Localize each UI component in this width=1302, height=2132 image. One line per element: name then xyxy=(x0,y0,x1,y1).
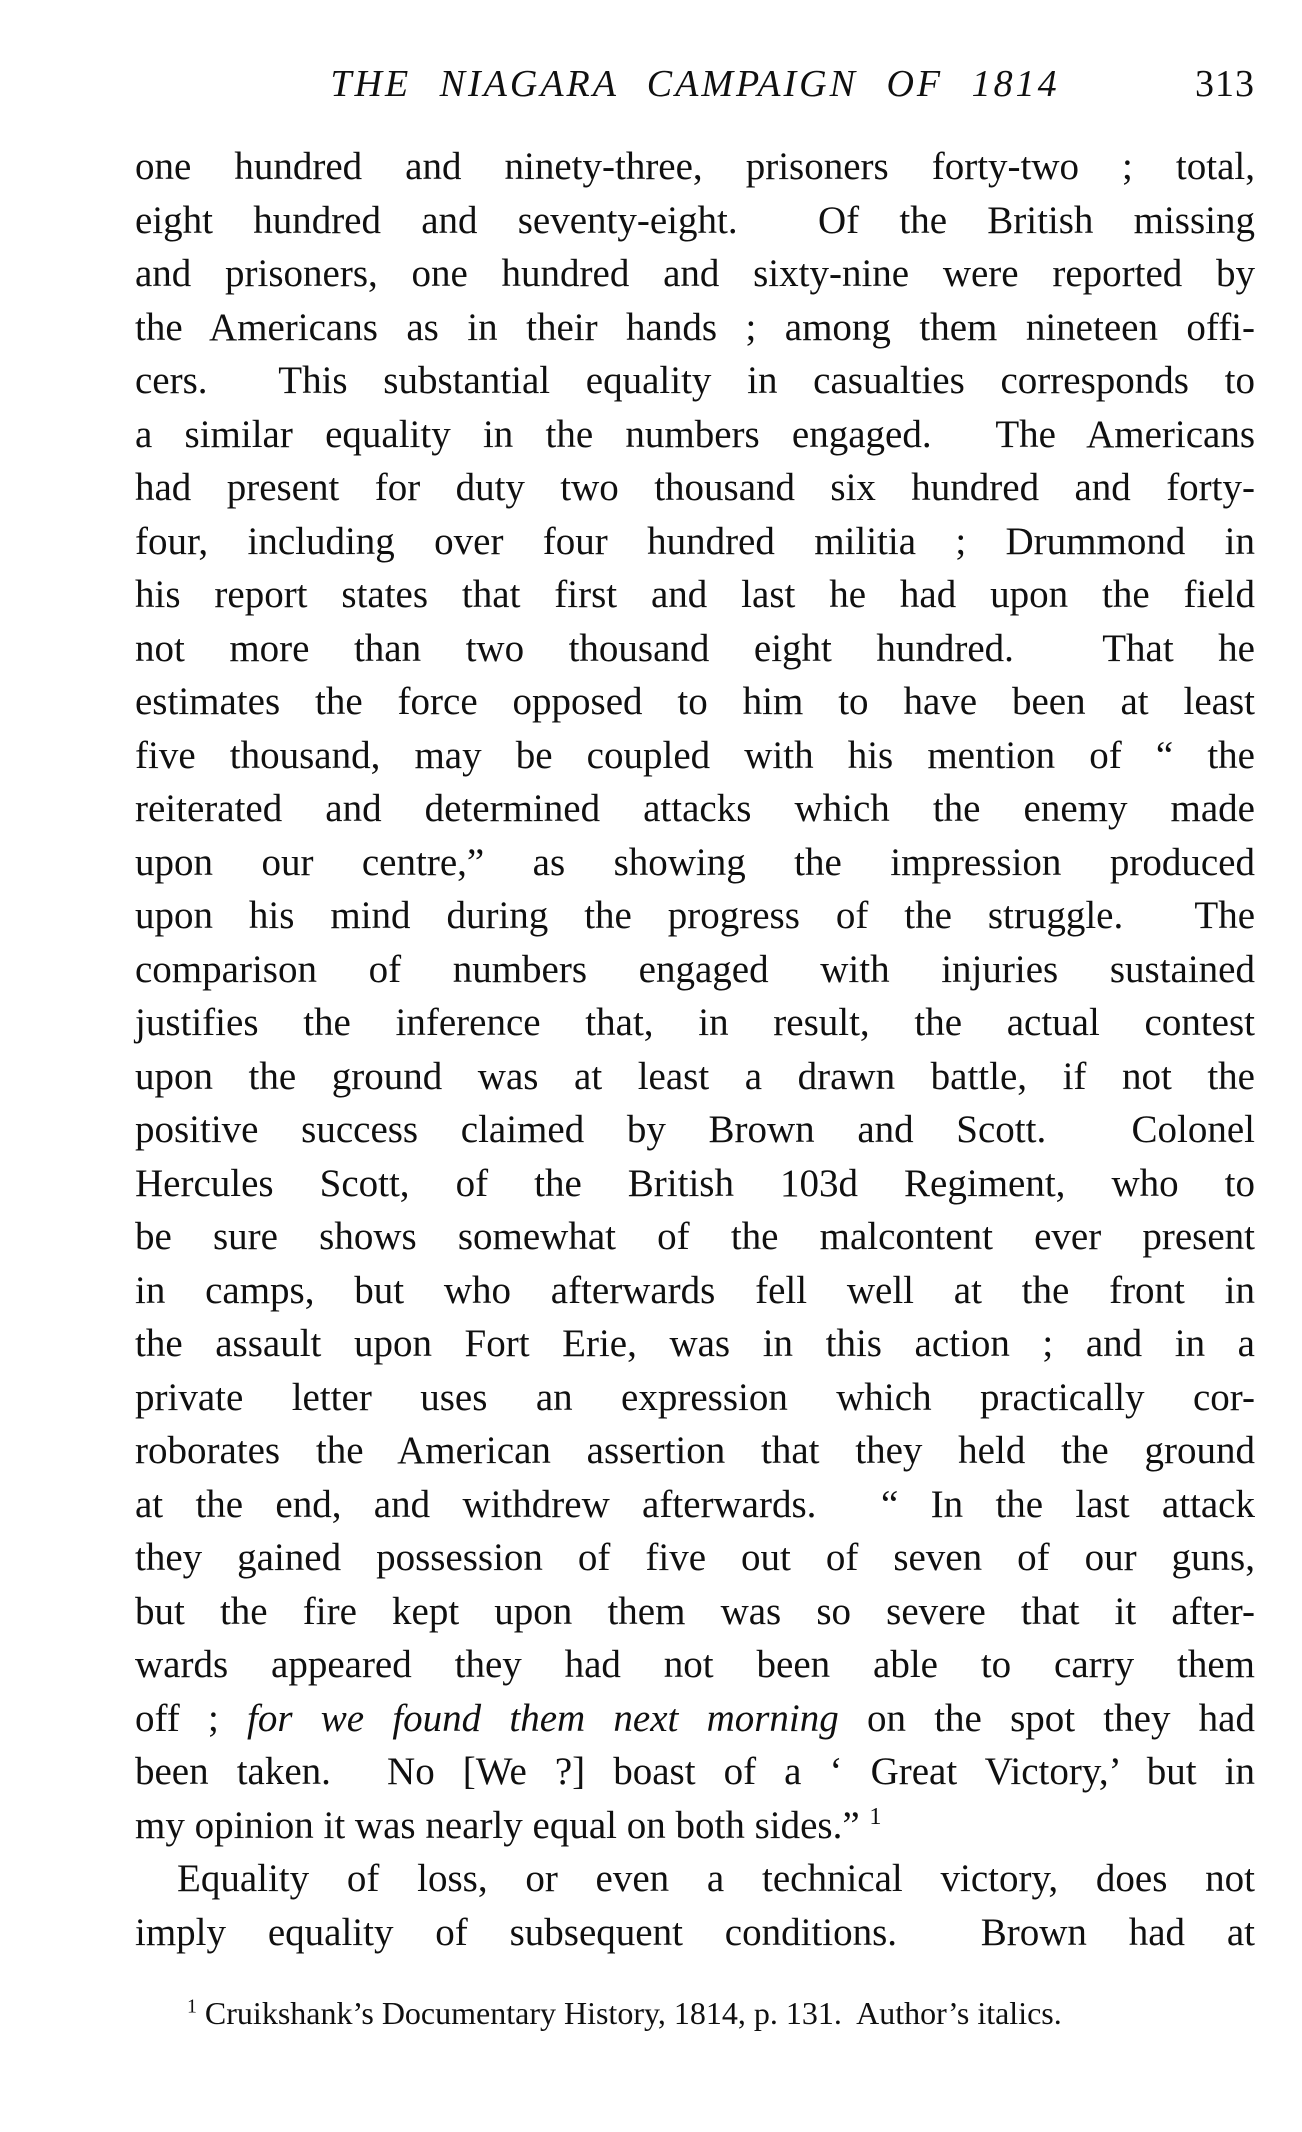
text-segment: in camps, but who afterwards fell well at the front in xyxy=(135,1268,1255,1312)
text-line xyxy=(135,889,1255,943)
text-line xyxy=(135,247,1255,301)
text-line xyxy=(135,622,1255,676)
page-number: 313 xyxy=(1195,63,1255,105)
text-segment: roborates the American assertion that they held the ground xyxy=(135,1429,1255,1472)
text-segment: wards appeared they had not been able to carry them xyxy=(135,1643,1255,1686)
text-segment: cers. This substantial equality in casualties corresponds to xyxy=(135,359,1255,402)
text-line xyxy=(135,408,1255,462)
text-line xyxy=(135,1906,1255,1960)
text-segment: imply equality of subsequent conditions. Brown had at xyxy=(135,1910,1255,1954)
text-segment: eight hundred and seventy-eight. Of the British missing xyxy=(135,198,1255,242)
text-segment: upon his mind during the progress of the struggle. The xyxy=(135,894,1255,937)
text-segment: off ; xyxy=(135,1696,248,1740)
text-segment: a similar equality in the numbers engaged. The Americans xyxy=(135,412,1255,456)
text-segment: reiterated and determined attacks which the enemy made xyxy=(135,787,1255,830)
text-segment: his report states that first and last he had upon the field xyxy=(135,573,1255,616)
text-line xyxy=(135,1638,1255,1692)
text-segment: they gained possession of five out of seven of our guns, xyxy=(135,1536,1255,1579)
text-line xyxy=(135,943,1255,997)
text-line xyxy=(135,1103,1255,1157)
text-line xyxy=(135,515,1255,569)
footnote-marker: 1 xyxy=(187,1995,197,2018)
text-line xyxy=(135,354,1255,408)
text-segment: comparison of numbers engaged with injuries sustained xyxy=(135,947,1255,991)
text-line xyxy=(135,836,1255,890)
text-line xyxy=(135,1210,1255,1264)
footnote-reference: 1 xyxy=(869,1802,882,1830)
text-segment: one hundred and ninety-three, prisoners forty-two ; total, xyxy=(135,145,1255,188)
text-line xyxy=(135,1264,1255,1318)
text-segment: had present for duty two thousand six hundred and forty- xyxy=(135,466,1255,509)
text-line xyxy=(135,729,1255,783)
text-segment: justifies the inference that, in result, the actual contest xyxy=(135,1001,1255,1044)
text-line xyxy=(135,996,1255,1050)
text-line xyxy=(135,1531,1255,1585)
text-segment: be sure shows somewhat of the malcontent ever present xyxy=(135,1215,1255,1258)
text-segment: and prisoners, one hundred and sixty-nine were reported by xyxy=(135,252,1255,295)
text-segment: five thousand, may be coupled with his mention of “ the xyxy=(135,733,1255,777)
text-line xyxy=(135,1745,1255,1799)
text-line xyxy=(135,461,1255,515)
text-line xyxy=(135,194,1255,248)
body-text xyxy=(135,140,1255,1959)
text-line xyxy=(135,1852,1255,1906)
italic-text: for we found them next morning xyxy=(247,1696,839,1740)
text-segment: private letter uses an expression which practically cor- xyxy=(135,1375,1255,1419)
text-segment: not more than two thousand eight hundred. That he xyxy=(135,626,1255,670)
text-segment: upon our centre,” as showing the impression produced xyxy=(135,840,1255,884)
text-segment: on the spot they had xyxy=(838,1696,1255,1740)
text-segment: but the fire kept upon them was so severe that it after- xyxy=(135,1589,1255,1633)
text-line xyxy=(135,1424,1255,1478)
text-segment: my opinion it was nearly equal on both sides.” xyxy=(135,1803,870,1847)
text-line xyxy=(135,1799,1255,1853)
text-line xyxy=(135,1157,1255,1211)
text-segment: at the end, and withdrew afterwards. “ In the last attack xyxy=(135,1482,1255,1526)
text-line xyxy=(135,1478,1255,1532)
text-line xyxy=(135,140,1255,194)
text-line xyxy=(135,675,1255,729)
text-line xyxy=(135,1585,1255,1639)
footnote xyxy=(135,1993,1255,2033)
text-line xyxy=(135,1692,1255,1746)
text-segment: Hercules Scott, of the British 103d Regiment, who to xyxy=(135,1161,1255,1205)
running-title: THE NIAGARA CAMPAIGN OF 1814 xyxy=(330,63,1060,105)
text-segment: four, including over four hundred militia ; Drummond in xyxy=(135,519,1255,563)
text-segment: upon the ground was at least a drawn battle, if not the xyxy=(135,1054,1255,1098)
text-line xyxy=(135,782,1255,836)
footnote-text: Cruikshank’s Documentary History, 1814, p. 131. Author’s italics. xyxy=(204,1995,1062,2031)
text-line xyxy=(135,568,1255,622)
text-line xyxy=(135,1050,1255,1104)
text-segment: the assault upon Fort Erie, was in this action ; and in a xyxy=(135,1322,1255,1365)
text-line xyxy=(135,1371,1255,1425)
text-line xyxy=(135,1317,1255,1371)
text-segment: estimates the force opposed to him to have been at least xyxy=(135,680,1255,723)
text-segment: been taken. No [We ?] boast of a ‘ Great Victory,’ but in xyxy=(135,1750,1255,1793)
text-segment: the Americans as in their hands ; among them nineteen offi- xyxy=(135,305,1255,349)
text-line xyxy=(135,301,1255,355)
running-header xyxy=(135,62,1255,112)
text-segment: positive success claimed by Brown and Scott. Colonel xyxy=(135,1108,1255,1151)
text-segment: Equality of loss, or even a technical victory, does not xyxy=(177,1857,1255,1900)
